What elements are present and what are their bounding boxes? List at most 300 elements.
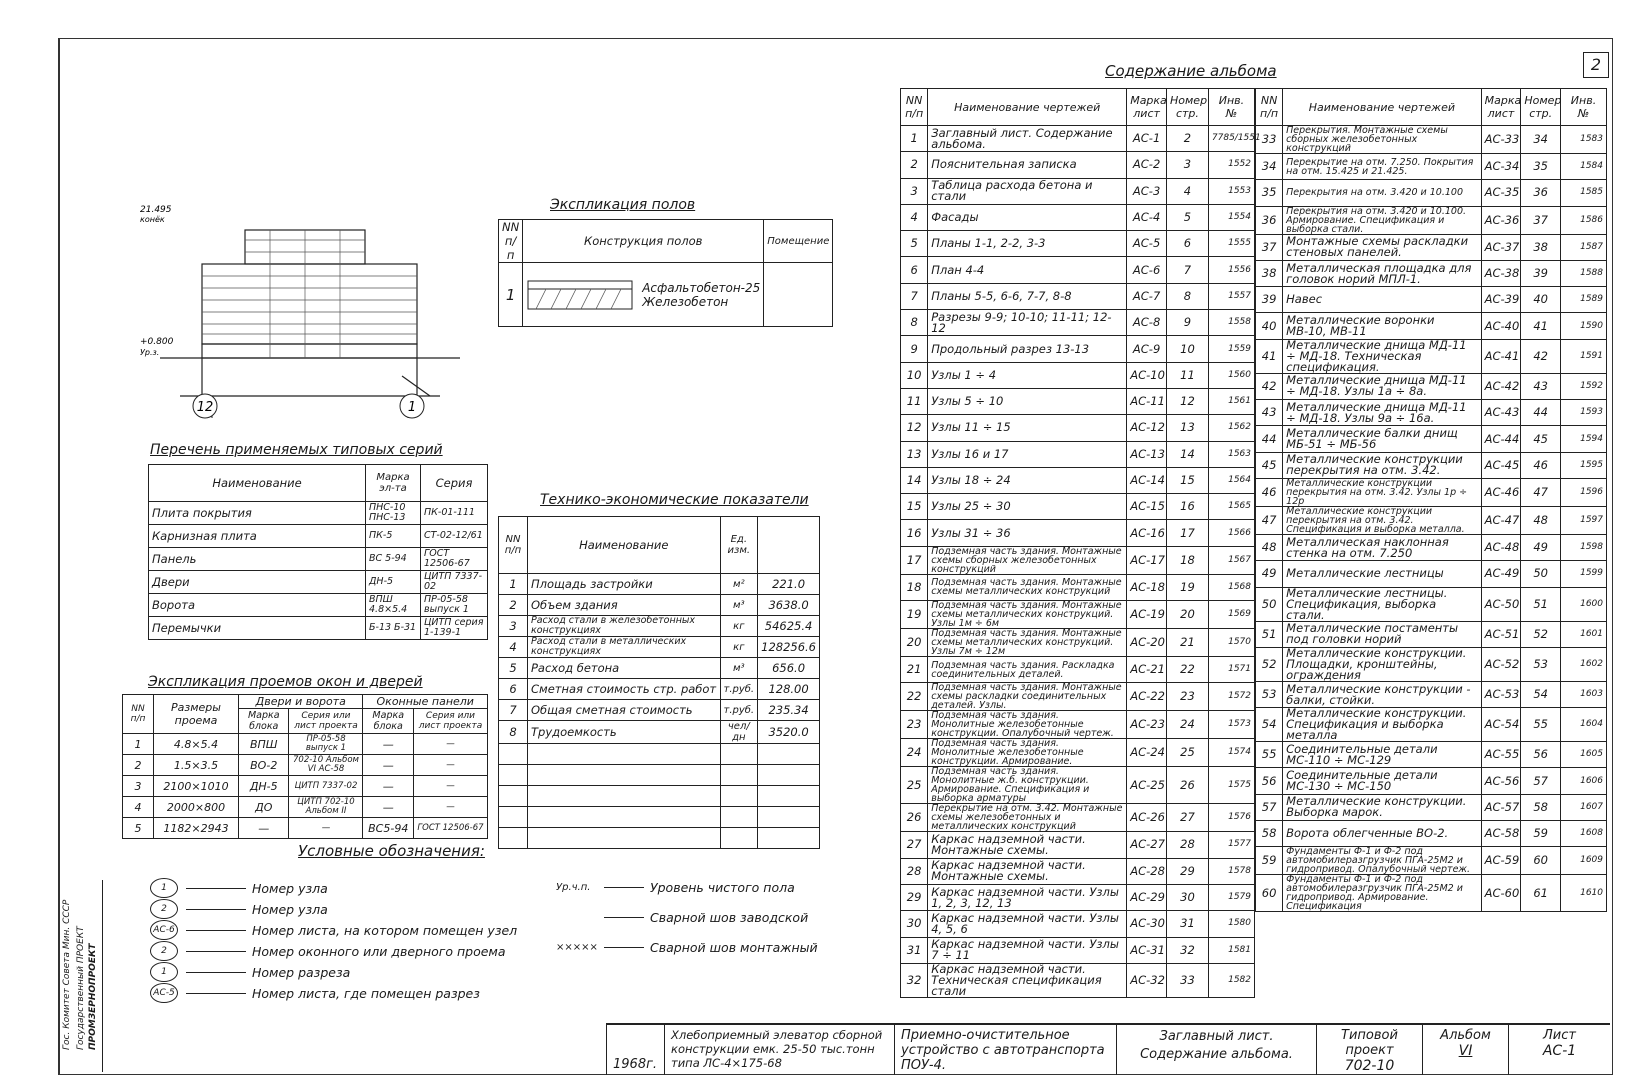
toc-row — [1256, 681, 1607, 707]
col-door-mark: Марка блока — [239, 709, 289, 734]
toc-row-number: 24 — [901, 739, 928, 767]
toc-row-mark: АС-42 — [1481, 373, 1521, 399]
toc-row — [901, 231, 1255, 257]
toc-row-page: 16 — [1167, 494, 1209, 520]
series-mark: ВС 5-94 — [366, 548, 421, 571]
toc-row-inventory: 1606 — [1561, 768, 1607, 794]
toc-row-name: Металлические днища МД-11 ÷ МД-18. Узлы 9а ÷ 16а. — [1283, 400, 1481, 426]
toc-row-inventory: 1552 — [1208, 152, 1254, 178]
toc-row-name: План 4-4 — [928, 257, 1127, 283]
toc-row — [901, 804, 1255, 832]
legend-leader-line — [186, 951, 246, 952]
toc-row — [1256, 875, 1607, 912]
legend-symbol: ××××× — [556, 942, 598, 953]
toc-row — [901, 178, 1255, 204]
toc-row-page: 55 — [1521, 708, 1561, 742]
toc-row-number: 32 — [901, 963, 928, 997]
toc-row-mark: АС-4 — [1127, 204, 1167, 230]
legend-text: Уровень чистого пола — [650, 880, 795, 895]
toc-row-mark: АС-21 — [1127, 657, 1167, 683]
toc-row-inventory: 1592 — [1561, 373, 1607, 399]
toc-row — [1256, 339, 1607, 373]
toc-row-page: 60 — [1521, 847, 1561, 875]
toc-row — [1256, 621, 1607, 647]
tep-unit: чел/дн — [720, 721, 758, 744]
toc-row-mark: АС-9 — [1127, 336, 1167, 362]
col-n: NN п/п — [1256, 89, 1283, 126]
toc-header-row — [1256, 89, 1607, 126]
toc-row-number: 55 — [1256, 742, 1283, 768]
floor-rooms — [764, 263, 833, 327]
toc-row — [1256, 708, 1607, 742]
toc-row-number: 23 — [901, 711, 928, 739]
series-mark: ДН-5 — [366, 571, 421, 594]
tb-device: Приемно-очистительное устройство с автотранспорта ПОУ-4. — [894, 1025, 1116, 1075]
toc-row-name: Металлические конструкции перекрытия на отм. 3.42. Спецификация и выборка металла. — [1283, 506, 1481, 534]
opening-size: 2000×800 — [154, 797, 239, 818]
toc-row-name: Узлы 31 ÷ 36 — [928, 520, 1127, 546]
tep-empty-cell — [499, 807, 528, 828]
toc-row-number: 3 — [901, 178, 928, 204]
opening-row — [123, 818, 488, 839]
stamp-line: ПРОМЗЕРНОПРОЕКТ — [88, 943, 98, 1050]
toc-row-number: 50 — [1256, 587, 1283, 621]
toc-row — [901, 362, 1255, 388]
col-n: NN п/п — [901, 89, 928, 126]
toc-row-mark: АС-49 — [1481, 561, 1521, 587]
tep-empty-cell — [720, 828, 758, 849]
tep-empty-cell — [758, 744, 820, 765]
toc-row-number: 2 — [901, 152, 928, 178]
toc-row — [901, 858, 1255, 884]
toc-row-mark: АС-43 — [1481, 400, 1521, 426]
door-series: 702-10 Альбом VI АС-58 — [289, 755, 363, 776]
door-mark: ДН-5 — [239, 776, 289, 797]
toc-row-inventory: 1568 — [1208, 574, 1254, 600]
legend-symbol-icon: 2 — [150, 941, 178, 961]
toc-row-page: 10 — [1167, 336, 1209, 362]
series-mark: ПНС-10 ПНС-13 — [366, 502, 421, 525]
toc-row-name: Узлы 16 и 17 — [928, 441, 1127, 467]
toc-row-page: 31 — [1167, 911, 1209, 937]
toc-row-name: Узлы 5 ÷ 10 — [928, 388, 1127, 414]
toc-row-mark: АС-36 — [1481, 206, 1521, 234]
toc-row-page: 20 — [1167, 601, 1209, 629]
toc-row-number: 34 — [1256, 154, 1283, 180]
series-title: Перечень применяемых типовых серий — [150, 442, 443, 458]
opening-size: 2100×1010 — [154, 776, 239, 797]
toc-row-number: 57 — [1256, 794, 1283, 820]
toc-row-inventory: 1559 — [1208, 336, 1254, 362]
toc-row-page: 11 — [1167, 362, 1209, 388]
toc-row-mark: АС-59 — [1481, 847, 1521, 875]
toc-row-inventory: 1609 — [1561, 847, 1607, 875]
toc-row-mark: АС-28 — [1127, 858, 1167, 884]
tep-row — [499, 637, 820, 658]
series-row — [149, 594, 488, 617]
tep-empty-row — [499, 786, 820, 807]
toc-row-page: 57 — [1521, 768, 1561, 794]
toc-row-number: 40 — [1256, 313, 1283, 339]
col-rooms: Помещение — [764, 220, 833, 263]
toc-row-mark: АС-45 — [1481, 452, 1521, 478]
toc-row-page: 3 — [1167, 152, 1209, 178]
toc-row-name: Узлы 1 ÷ 4 — [928, 362, 1127, 388]
legend-item — [150, 899, 328, 919]
toc-row-mark: АС-23 — [1127, 711, 1167, 739]
legend-text: Номер узла — [252, 880, 328, 896]
toc-row — [901, 441, 1255, 467]
tep-value: 128.00 — [758, 679, 820, 700]
toc-row — [901, 739, 1255, 767]
toc-row — [901, 415, 1255, 441]
toc-row-name: Узлы 11 ÷ 15 — [928, 415, 1127, 441]
toc-row-inventory: 1560 — [1208, 362, 1254, 388]
toc-row-number: 11 — [901, 388, 928, 414]
toc-row-inventory: 1597 — [1561, 506, 1607, 534]
toc-row-number: 29 — [901, 884, 928, 910]
toc-row-inventory: 1610 — [1561, 875, 1607, 912]
toc-row-page: 6 — [1167, 231, 1209, 257]
series-name: Перемычки — [149, 617, 366, 640]
toc-row — [901, 257, 1255, 283]
opening-number: 5 — [123, 818, 154, 839]
toc-row-inventory: 1579 — [1208, 884, 1254, 910]
door-mark: ДО — [239, 797, 289, 818]
toc-row-inventory: 1573 — [1208, 711, 1254, 739]
toc-row-page: 22 — [1167, 657, 1209, 683]
toc-row-mark: АС-54 — [1481, 708, 1521, 742]
toc-row-number: 49 — [1256, 561, 1283, 587]
col-window-mark: Марка блока — [363, 709, 413, 734]
toc-row-mark: АС-2 — [1127, 152, 1167, 178]
toc-row-name: Таблица расхода бетона и стали — [928, 178, 1127, 204]
toc-row-mark: АС-18 — [1127, 574, 1167, 600]
toc-row — [901, 657, 1255, 683]
col-windows: Оконные панели — [363, 695, 488, 709]
toc-row — [1256, 587, 1607, 621]
toc-row-inventory: 1561 — [1208, 388, 1254, 414]
series-row — [149, 548, 488, 571]
toc-row-number: 4 — [901, 204, 928, 230]
toc-row-inventory: 1565 — [1208, 494, 1254, 520]
toc-row-mark: АС-30 — [1127, 911, 1167, 937]
toc-row-inventory: 1587 — [1561, 234, 1607, 260]
tb-album: Альбом VI — [1422, 1025, 1508, 1075]
toc-row-mark: АС-41 — [1481, 339, 1521, 373]
toc-row-inventory: 1575 — [1208, 767, 1254, 804]
legend-leader-line — [604, 887, 644, 888]
toc-row-inventory: 1583 — [1561, 126, 1607, 154]
toc-row-page: 36 — [1521, 180, 1561, 206]
toc-row-mark: АС-57 — [1481, 794, 1521, 820]
col-n: NN п/п — [123, 695, 154, 734]
toc-row-number: 20 — [901, 629, 928, 657]
tep-number: 3 — [499, 616, 528, 637]
series-row — [149, 571, 488, 594]
toc-header-row — [901, 89, 1255, 126]
legend-item — [150, 941, 506, 961]
tep-unit: м² — [720, 574, 758, 595]
col-page: Номер стр. — [1167, 89, 1209, 126]
toc-row-mark: АС-11 — [1127, 388, 1167, 414]
toc-row — [1256, 400, 1607, 426]
toc-row-name: Заглавный лист. Содержание альбома. — [928, 126, 1127, 152]
toc-row-name: Подземная часть здания. Монтажные схемы металлических конструкций — [928, 574, 1127, 600]
side-stamp — [58, 880, 103, 1072]
tep-row — [499, 616, 820, 637]
toc-row-name: Металлические конструкции перекрытия на отм. 3.42. Узлы 1р ÷ 12р — [1283, 478, 1481, 506]
col-name: Наименование чертежей — [928, 89, 1127, 126]
toc-row-inventory: 1593 — [1561, 400, 1607, 426]
legend-text: Номер разреза — [252, 964, 351, 980]
toc-row-inventory: 1607 — [1561, 794, 1607, 820]
tep-value: 656.0 — [758, 658, 820, 679]
toc-row-inventory: 1601 — [1561, 621, 1607, 647]
toc-row-mark: АС-53 — [1481, 681, 1521, 707]
toc-row-inventory: 1576 — [1208, 804, 1254, 832]
tep-empty-cell — [528, 744, 721, 765]
toc-row-number: 58 — [1256, 821, 1283, 847]
door-series: ПР-05-58 выпуск 1 — [289, 734, 363, 755]
tep-name: Площадь застройки — [528, 574, 721, 595]
toc-row-inventory: 1604 — [1561, 708, 1607, 742]
toc-row-mark: АС-47 — [1481, 506, 1521, 534]
toc-row-number: 25 — [901, 767, 928, 804]
toc-row — [1256, 154, 1607, 180]
toc-row-page: 8 — [1167, 283, 1209, 309]
toc-row-mark: АС-26 — [1127, 804, 1167, 832]
toc-row-name: Подземная часть здания. Монолитные железобетонные конструкции. Опалубочный чертеж. — [928, 711, 1127, 739]
toc-row-inventory: 1582 — [1208, 963, 1254, 997]
col-name: Наименование — [528, 517, 721, 574]
toc-row-mark: АС-56 — [1481, 768, 1521, 794]
tb-sheet-title: Заглавный лист. Содержание альбома. — [1116, 1025, 1316, 1075]
tep-value: 3638.0 — [758, 595, 820, 616]
toc-row-page: 27 — [1167, 804, 1209, 832]
toc-row-mark: АС-1 — [1127, 126, 1167, 152]
tep-row — [499, 679, 820, 700]
toc-row-number: 26 — [901, 804, 928, 832]
toc-row — [901, 546, 1255, 574]
series-row — [149, 502, 488, 525]
toc-row — [901, 310, 1255, 336]
toc-row — [901, 767, 1255, 804]
toc-row-name: Подземная часть здания. Монолитные железобетонные конструкции. Армирование. — [928, 739, 1127, 767]
opening-number: 3 — [123, 776, 154, 797]
toc-row-number: 53 — [1256, 681, 1283, 707]
opening-row — [123, 776, 488, 797]
toc-row-page: 12 — [1167, 388, 1209, 414]
toc-row-name: Узлы 25 ÷ 30 — [928, 494, 1127, 520]
toc-row-inventory: 1562 — [1208, 415, 1254, 441]
legend-leader-line — [186, 930, 246, 931]
toc-row-page: 38 — [1521, 234, 1561, 260]
toc-row — [901, 963, 1255, 997]
toc-row-mark: АС-27 — [1127, 832, 1167, 858]
toc-row-mark: АС-16 — [1127, 520, 1167, 546]
toc-row-name: Перекрытие на отм. 7.250. Покрытия на отм. 15.425 и 21.425. — [1283, 154, 1481, 180]
legend-item — [150, 962, 350, 982]
toc-row-mark: АС-48 — [1481, 534, 1521, 560]
series-mark: ПК-5 — [366, 525, 421, 548]
toc-row — [1256, 180, 1607, 206]
legend-item — [556, 880, 795, 895]
tep-empty-cell — [499, 765, 528, 786]
opening-number: 4 — [123, 797, 154, 818]
toc-row-mark: АС-3 — [1127, 178, 1167, 204]
toc-row-page: 56 — [1521, 742, 1561, 768]
toc-row-page: 30 — [1167, 884, 1209, 910]
toc-row-mark: АС-8 — [1127, 310, 1167, 336]
toc-row-number: 12 — [901, 415, 928, 441]
tep-value: 3520.0 — [758, 721, 820, 744]
toc-row-name: Монтажные схемы раскладки стеновых панелей. — [1283, 234, 1481, 260]
toc-row-number: 19 — [901, 601, 928, 629]
toc-row — [901, 467, 1255, 493]
toc-row-page: 9 — [1167, 310, 1209, 336]
toc-row-page: 28 — [1167, 832, 1209, 858]
toc-row-name: Подземная часть здания. Монтажные схемы металлических конструкций. Узлы 7м ÷ 12м — [928, 629, 1127, 657]
tep-empty-cell — [499, 744, 528, 765]
col-mark: Марка лист — [1481, 89, 1521, 126]
floor-construction — [523, 263, 764, 327]
floors-table — [498, 219, 833, 327]
toc-row-number: 47 — [1256, 506, 1283, 534]
tep-empty-cell — [720, 807, 758, 828]
toc-row-page: 26 — [1167, 767, 1209, 804]
toc-row-mark: АС-12 — [1127, 415, 1167, 441]
legend-symbol-icon: 1 — [150, 878, 178, 898]
series-code: ЦИТП серия 1-139-1 — [421, 617, 488, 640]
col-inv: Инв. № — [1208, 89, 1254, 126]
toc-row-number: 30 — [901, 911, 928, 937]
toc-row-name: Металлические балки днищ МБ-51 ÷ МБ-56 — [1283, 426, 1481, 452]
toc-row-number: 15 — [901, 494, 928, 520]
toc-row-mark: АС-51 — [1481, 621, 1521, 647]
toc-row-page: 51 — [1521, 587, 1561, 621]
series-name: Панель — [149, 548, 366, 571]
toc-row-number: 31 — [901, 937, 928, 963]
toc-row-inventory: 1566 — [1208, 520, 1254, 546]
openings-title: Экспликация проемов окон и дверей — [148, 674, 423, 690]
legend-item — [556, 910, 808, 925]
legend-text: Номер оконного или дверного проема — [252, 943, 506, 959]
toc-row-number: 14 — [901, 467, 928, 493]
facade-drawing — [140, 200, 480, 440]
toc-row-name: Металлические днища МД-11 ÷ МД-18. Техническая спецификация. — [1283, 339, 1481, 373]
tep-unit: т.руб. — [720, 700, 758, 721]
legend-symbol-icon: АС-6 — [150, 920, 178, 940]
toc-row-number: 52 — [1256, 647, 1283, 681]
toc-row-name: Планы 1-1, 2-2, 3-3 — [928, 231, 1127, 257]
toc-row-mark: АС-38 — [1481, 260, 1521, 286]
toc-row-page: 15 — [1167, 467, 1209, 493]
tep-unit: м³ — [720, 595, 758, 616]
opening-number: 1 — [123, 734, 154, 755]
toc-row-page: 45 — [1521, 426, 1561, 452]
legend-symbol-icon: 1 — [150, 962, 178, 982]
toc-row-number: 56 — [1256, 768, 1283, 794]
toc-row-inventory: 1605 — [1561, 742, 1607, 768]
toc-row-page: 37 — [1521, 206, 1561, 234]
toc-row-mark: АС-46 — [1481, 478, 1521, 506]
toc-row-inventory: 1563 — [1208, 441, 1254, 467]
toc-row-inventory: 1598 — [1561, 534, 1607, 560]
toc-row-inventory: 1569 — [1208, 601, 1254, 629]
floor-layer-2: Железобетон — [642, 294, 729, 309]
toc-row-number: 51 — [1256, 621, 1283, 647]
tep-empty-row — [499, 807, 820, 828]
toc-row — [901, 126, 1255, 152]
toc-row-inventory: 1594 — [1561, 426, 1607, 452]
toc-row-page: 32 — [1167, 937, 1209, 963]
toc-row-page: 33 — [1167, 963, 1209, 997]
toc-row-page: 42 — [1521, 339, 1561, 373]
toc-row-inventory: 1555 — [1208, 231, 1254, 257]
window-series: — — [413, 734, 487, 755]
toc-row-inventory: 1586 — [1561, 206, 1607, 234]
series-code: ПК-01-111 — [421, 502, 488, 525]
tep-number: 4 — [499, 637, 528, 658]
toc-row-page: 58 — [1521, 794, 1561, 820]
toc-row-number: 59 — [1256, 847, 1283, 875]
stamp-line: Государственный ПРОЕКТ — [76, 926, 86, 1050]
toc-row-page: 43 — [1521, 373, 1561, 399]
toc-row-name: Каркас надземной части. Узлы 4, 5, 6 — [928, 911, 1127, 937]
door-series: ЦИТП 702-10 Альбом II — [289, 797, 363, 818]
toc-row-number: 35 — [1256, 180, 1283, 206]
tep-number: 2 — [499, 595, 528, 616]
tb-project: Типовой проект 702-10 — [1316, 1025, 1422, 1075]
opening-row — [123, 797, 488, 818]
toc-row-page: 44 — [1521, 400, 1561, 426]
toc-row-number: 45 — [1256, 452, 1283, 478]
toc-row-name: Каркас надземной части. Монтажные схемы. — [928, 832, 1127, 858]
toc-row-inventory: 1584 — [1561, 154, 1607, 180]
toc-row-inventory: 1591 — [1561, 339, 1607, 373]
col-size: Размеры проема — [154, 695, 239, 734]
stamp-line: Гос. Комитет Совета Мин. СССР — [62, 899, 72, 1050]
toc-row — [1256, 260, 1607, 286]
toc-row — [1256, 313, 1607, 339]
toc-row-page: 39 — [1521, 260, 1561, 286]
floor-row-number: 1 — [499, 263, 523, 327]
toc-row-name: Металлические конструкции. Спецификация и выборка металла — [1283, 708, 1481, 742]
toc-row-name: Подземная часть здания. Монолитные ж.б. конструкции. Армирование. Спецификация и выборка арматуры — [928, 767, 1127, 804]
toc-row-page: 5 — [1167, 204, 1209, 230]
toc-row — [1256, 234, 1607, 260]
toc-row-mark: АС-37 — [1481, 234, 1521, 260]
opening-size: 4.8×5.4 — [154, 734, 239, 755]
series-code: СТ-02-12/61 — [421, 525, 488, 548]
toc-row-page: 21 — [1167, 629, 1209, 657]
series-code: ПР-05-58 выпуск 1 — [421, 594, 488, 617]
toc-row-mark: АС-33 — [1481, 126, 1521, 154]
tep-empty-row — [499, 744, 820, 765]
toc-row-page: 7 — [1167, 257, 1209, 283]
toc-row — [901, 937, 1255, 963]
door-mark: ВПШ — [239, 734, 289, 755]
toc-row — [901, 711, 1255, 739]
tep-unit: м³ — [720, 658, 758, 679]
tep-name: Сметная стоимость стр. работ — [528, 679, 721, 700]
toc-row-number: 5 — [901, 231, 928, 257]
tep-number: 7 — [499, 700, 528, 721]
legend-leader-line — [186, 993, 246, 994]
zero-elevation-note: Ур.з. — [140, 348, 160, 357]
toc-row-name: Фасады — [928, 204, 1127, 230]
